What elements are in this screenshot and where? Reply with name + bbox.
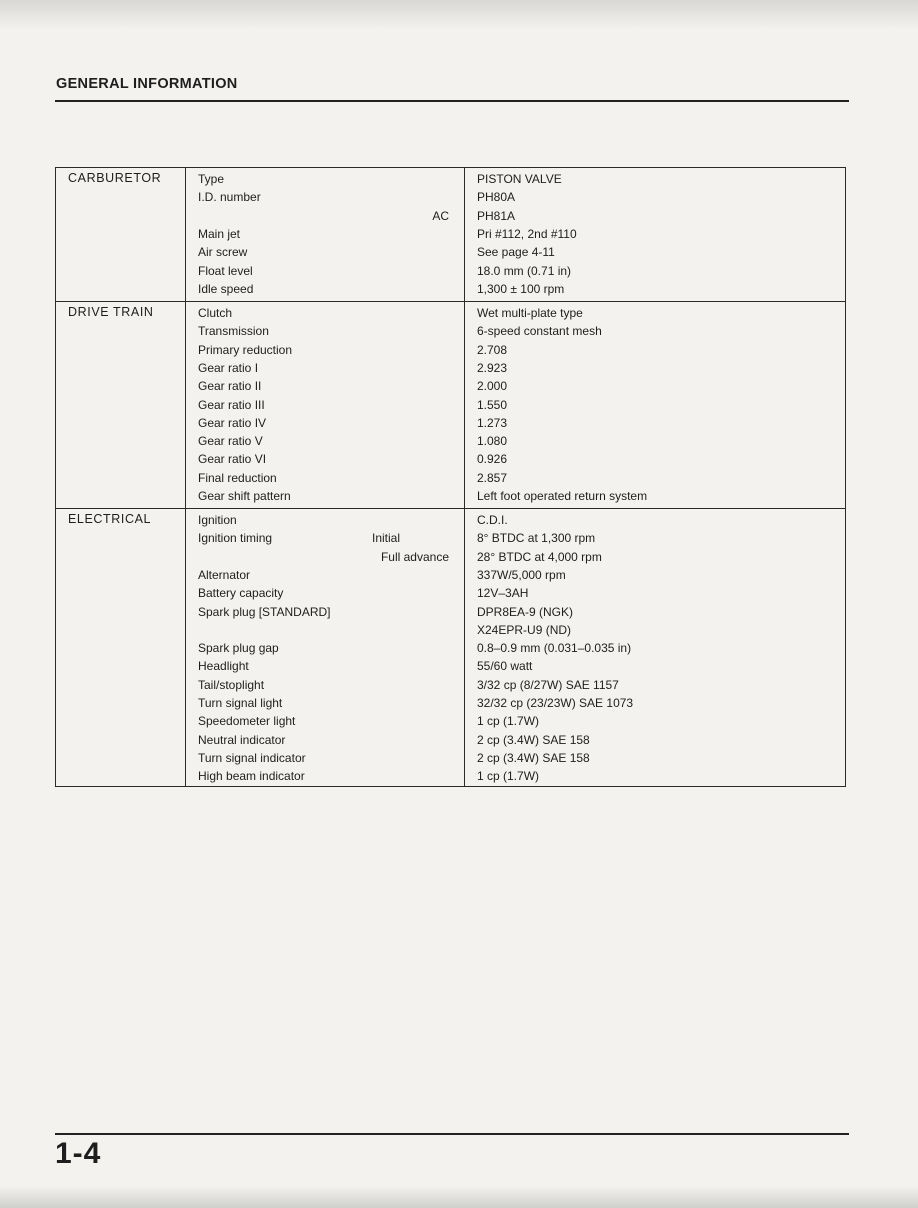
spec-row: [56, 548, 845, 566]
spec-row: [56, 767, 845, 785]
spec-row: [56, 414, 845, 432]
spec-item: I.D. number: [198, 190, 261, 205]
page-number: 1-4: [55, 1137, 102, 1170]
spec-item: Air screw: [198, 245, 248, 260]
spec-value: 1.273: [477, 415, 508, 430]
spec-row: [56, 712, 845, 730]
spec-value: 2.000: [477, 379, 508, 394]
spec-item: Type: [198, 172, 225, 186]
spec-row: [56, 243, 845, 261]
spec-value: 18.0 mm (0.71 in): [477, 263, 572, 278]
spec-value: Left foot operated return system: [477, 489, 648, 503]
spec-item: Float level: [198, 263, 253, 278]
page-header-title: GENERAL INFORMATION: [56, 76, 238, 92]
spec-row: [56, 432, 845, 450]
spec-item: Tail/stoplight: [198, 677, 265, 692]
spec-item: Headlight: [198, 659, 249, 674]
spec-item: Ignition timing: [198, 531, 273, 546]
spec-row: [56, 694, 845, 712]
spec-row: [56, 511, 845, 529]
spec-value: 55/60 watt: [477, 659, 533, 674]
spec-row: [56, 396, 845, 414]
spec-value: 0.926: [477, 452, 508, 467]
footer-rule: [55, 1133, 849, 1135]
section-divider: [56, 301, 845, 302]
spec-value: 32/32 cp (23/23W) SAE 1073: [477, 696, 634, 710]
spec-value: Wet multi-plate type: [477, 306, 583, 320]
spec-item: Battery capacity: [198, 586, 284, 601]
specifications-table: [55, 167, 846, 787]
spec-item: Gear ratio I: [198, 360, 259, 375]
spec-item: Final reduction: [198, 470, 277, 485]
spec-item: Ignition: [198, 513, 237, 527]
spec-value: 1 cp (1.7W): [477, 714, 540, 729]
spec-row: [56, 566, 845, 584]
spec-item: High beam indicator: [198, 769, 305, 784]
spec-row: [56, 529, 845, 547]
spec-row: [56, 359, 845, 377]
spec-value: C.D.I.: [477, 513, 508, 527]
spec-row: [56, 207, 845, 225]
spec-item: Gear ratio III: [198, 397, 265, 412]
spec-row: [56, 603, 845, 621]
spec-value: 2 cp (3.4W) SAE 158: [477, 750, 590, 765]
header-rule: [55, 100, 849, 102]
spec-value: 2 cp (3.4W) SAE 158: [477, 732, 590, 747]
spec-item: Idle speed: [198, 281, 254, 296]
spec-value: PH80A: [477, 190, 516, 205]
spec-value: X24EPR-U9 (ND): [477, 622, 572, 637]
spec-item: Clutch: [198, 306, 233, 320]
spec-row: [56, 322, 845, 340]
spec-item: Transmission: [198, 324, 269, 339]
page-top-shadow: [0, 0, 918, 30]
spec-row: [56, 731, 845, 749]
spec-value: 2.708: [477, 342, 508, 357]
spec-item: Speedometer light: [198, 714, 296, 729]
spec-item: Main jet: [198, 226, 241, 241]
spec-value: 8° BTDC at 1,300 rpm: [477, 531, 596, 546]
spec-row: [56, 749, 845, 767]
section-label: CARBURETOR: [68, 171, 162, 185]
spec-row: [56, 639, 845, 657]
spec-item: Spark plug gap: [198, 641, 279, 656]
spec-row: [56, 341, 845, 359]
spec-row: [56, 170, 845, 188]
spec-row: [56, 450, 845, 468]
spec-row: [56, 304, 845, 322]
spec-qualifier: Full advance: [380, 549, 449, 564]
spec-value: 1 cp (1.7W): [477, 769, 540, 784]
spec-item: Spark plug [STANDARD]: [198, 604, 331, 619]
spec-value: Pri #112, 2nd #110: [477, 226, 577, 241]
spec-value: 1.550: [477, 397, 508, 412]
page-bottom-shadow: [0, 1186, 918, 1208]
spec-value: 12V–3AH: [477, 586, 529, 601]
spec-value: 0.8–0.9 mm (0.031–0.035 in): [477, 641, 632, 656]
spec-row: [56, 621, 845, 639]
spec-value: DPR8EA-9 (NGK): [477, 604, 574, 619]
spec-row: [56, 280, 845, 298]
spec-value: 1.080: [477, 434, 508, 449]
spec-value: 2.857: [477, 470, 508, 485]
spec-qualifier: AC: [432, 208, 449, 223]
spec-item: Turn signal indicator: [198, 750, 306, 765]
spec-row: [56, 225, 845, 243]
spec-row: [56, 657, 845, 675]
spec-item: Neutral indicator: [198, 732, 286, 747]
spec-item: Gear shift pattern: [198, 489, 291, 503]
spec-row: [56, 676, 845, 694]
spec-row: [56, 584, 845, 602]
spec-value: PH81A: [477, 208, 516, 223]
spec-value: 2.923: [477, 360, 508, 375]
spec-value: 1,300 ± 100 rpm: [477, 281, 565, 296]
spec-row: [56, 487, 845, 505]
spec-item: Gear ratio V: [198, 434, 263, 449]
section-label: ELECTRICAL: [68, 512, 152, 526]
spec-value: 3/32 cp (8/27W) SAE 1157: [477, 677, 619, 692]
spec-value: PISTON VALVE: [477, 172, 562, 186]
spec-row: [56, 262, 845, 280]
spec-qualifier: Initial: [372, 531, 401, 546]
spec-value: See page 4-11: [477, 245, 555, 260]
spec-item: Gear ratio II: [198, 379, 262, 394]
section-divider: [56, 508, 845, 509]
spec-item: Gear ratio IV: [198, 415, 267, 430]
spec-row: [56, 469, 845, 487]
section-label: DRIVE TRAIN: [68, 305, 154, 319]
spec-item: Primary reduction: [198, 342, 293, 357]
spec-item: Turn signal light: [198, 696, 283, 710]
spec-item: Gear ratio VI: [198, 452, 267, 467]
spec-item: Alternator: [198, 567, 251, 582]
spec-row: [56, 377, 845, 395]
spec-row: [56, 188, 845, 206]
spec-value: 6-speed constant mesh: [477, 324, 602, 339]
spec-value: 28° BTDC at 4,000 rpm: [477, 549, 602, 564]
spec-value: 337W/5,000 rpm: [477, 567, 566, 582]
